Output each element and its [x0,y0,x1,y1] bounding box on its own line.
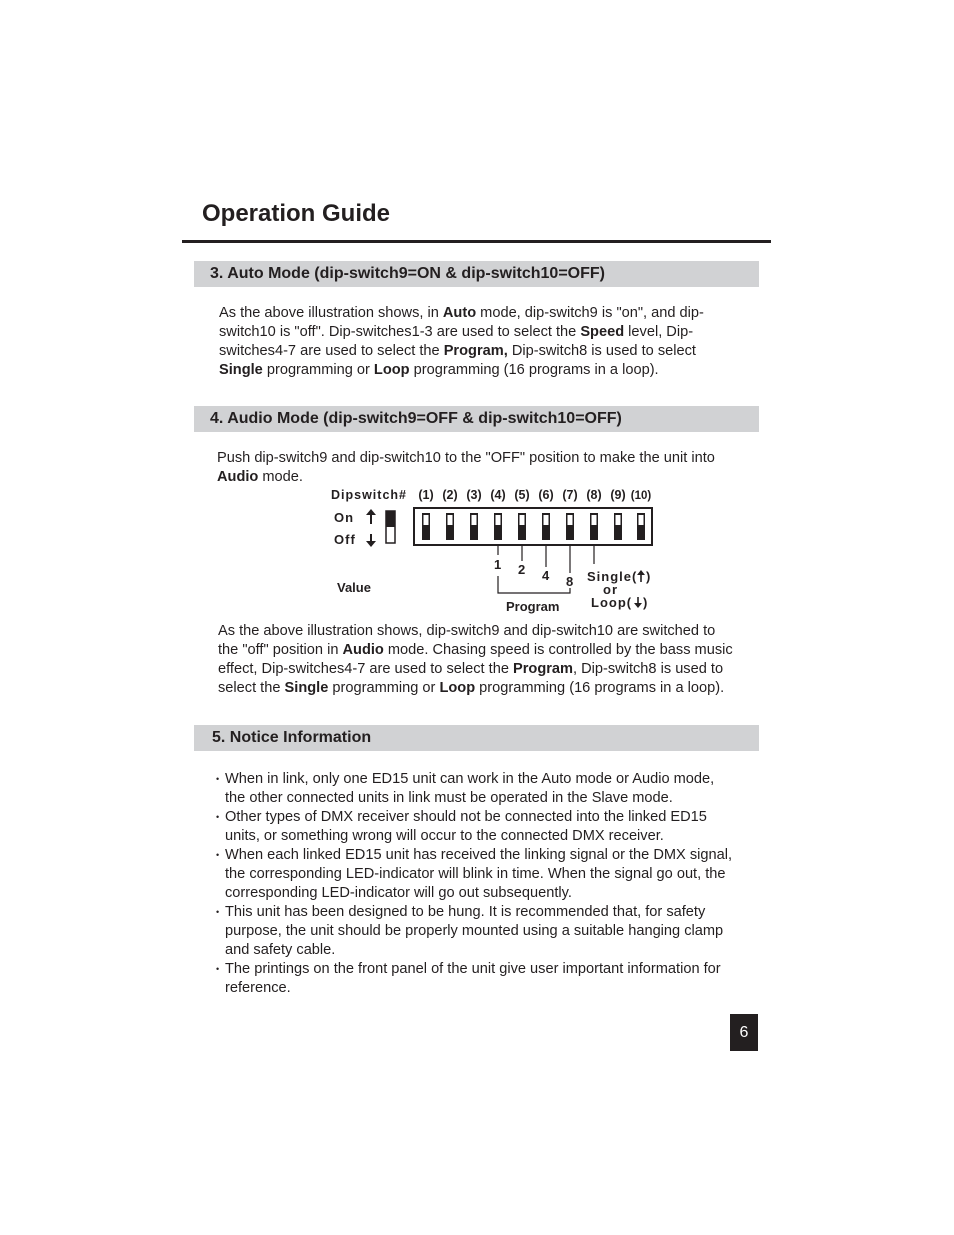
switch-number-label: (3) [466,488,482,502]
dipswitch-diagram [320,484,670,616]
notice-item: • The printings on the front panel of the unit give user important information for reference. [216,960,732,998]
section-audio-mode-heading: 4. Audio Mode (dip-switch9=OFF & dip-switch10=OFF) [210,410,622,427]
section-auto-mode-bar [194,261,759,287]
dip-switch [590,513,598,540]
auto-mode-paragraph: As the above illustration shows, in Auto mode, dip-switch9 is "on", and dip- switch10 is "off". Dip-switches1-3 are used to select the Speed level, Dip- switches4-7 are used to select the Program, Dip-switch8 is used to select Single programming or Loop programming (16 programs in a loop). [219,305,704,378]
switch-number-label: (2) [442,488,458,502]
dipswitch-header-label: Dipswitch# [331,488,407,502]
switch-number-label: (4) [490,488,506,502]
value-1: 1 [494,557,502,572]
value-4: 4 [542,568,550,583]
notice-item: • This unit has been designed to be hung. It is recommended that, for safety purpose, the unit should be properly mounted using a suitable hanging clamp and safety cable. [216,903,732,960]
page-title: Operation Guide [202,200,391,227]
value-label: Value [337,580,371,595]
program-bracket [498,576,570,593]
dip-switch [542,513,550,540]
loop-close-paren: ) [643,595,648,610]
dip-switch [422,513,430,540]
switch-number-labels [418,488,651,502]
value-2: 2 [518,562,526,577]
audio-mode-paragraph: As the above illustration shows, dip-switch9 and dip-switch10 are switched to the "off" position in Audio mode. Chasing speed is controlled by the bass music effect, Dip-switches4-7 are used to select the Program, Dip-switch8 is used to select the Single programming or Loop programming (16 programs in a loop). [218,623,733,696]
switch-number-label: (10) [630,490,652,502]
dip-switch [446,513,454,540]
off-label: Off [334,532,356,547]
dip-switch [470,513,478,540]
or-label: or [603,582,618,597]
down-arrow-icon [366,534,376,547]
single-up-arrow-icon [637,570,645,582]
audio-mode-intro: Push dip-switch9 and dip-switch10 to the "OFF" position to make the unit into Audio mode. [217,450,715,485]
switch-number-label: (5) [514,488,530,502]
page-number: 6 [730,1014,758,1051]
notice-item: • When each linked ED15 unit has received the linking signal or the DMX signal, the corresponding LED-indicator will blink in time. When the signal go out, the corresponding LED-indicator will go out subsequently. [216,846,732,903]
up-arrow-icon [366,509,376,524]
notice-list [216,770,732,998]
loop-label: Loop( [591,595,633,610]
single-close-paren: ) [646,569,651,584]
section-notice-heading: 5. Notice Information [212,729,372,746]
section-notice-bar [194,725,759,751]
single-label: Single( [587,569,638,584]
dip-switch [637,513,645,540]
dip-switch [494,513,502,540]
notice-item: • When in link, only one ED15 unit can work in the Auto mode or Audio mode, the other connected units in link must be operated in the Slave mode. [216,770,732,808]
notice-item: • Other types of DMX receiver should not be connected into the linked ED15 units, or something wrong will occur to the connected DMX receiver. [216,808,732,846]
loop-down-arrow-icon [634,597,642,608]
switch-number-label: (6) [538,488,554,502]
section-audio-mode-bar [194,406,759,432]
switch-number-label: (7) [562,488,578,502]
switch-number-label: (1) [418,488,434,502]
switch-number-label: (8) [586,488,602,502]
legend-switch-icon [386,511,395,543]
switch-number-label: (9) [610,488,626,502]
dip-switch [566,513,574,540]
on-label: On [334,510,355,525]
title-rule [182,240,771,243]
dip-switch [518,513,526,540]
program-label: Program [506,599,560,614]
value-8: 8 [566,574,574,589]
dip-switch [614,513,622,540]
section-auto-mode-heading: 3. Auto Mode (dip-switch9=ON & dip-switch10=OFF) [210,265,605,282]
